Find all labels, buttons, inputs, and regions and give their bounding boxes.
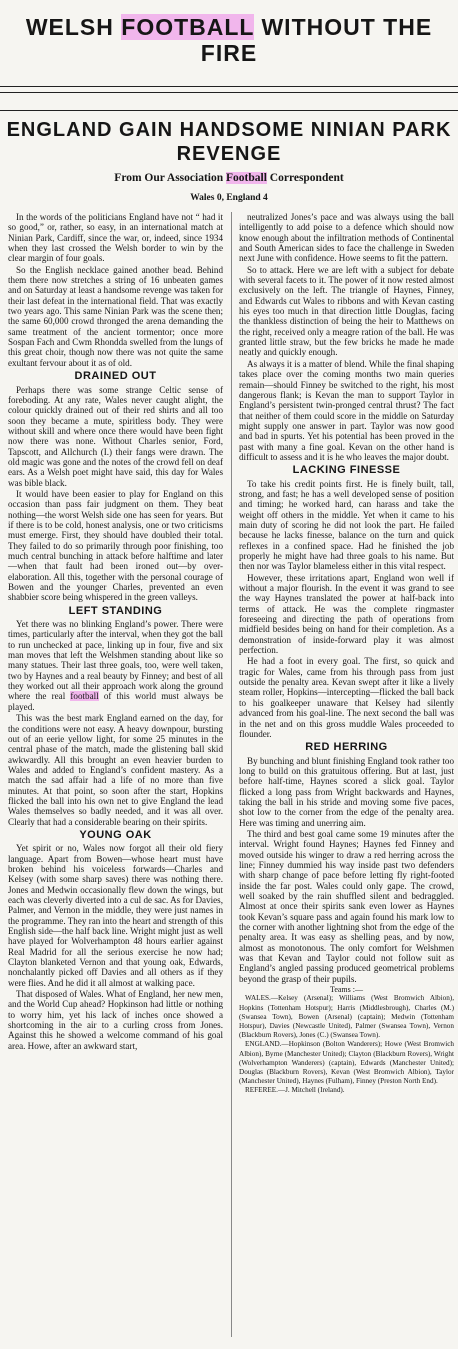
paragraph: The third and best goal came some 19 minutes after the interval. Wright found Haynes; Haynes fed Finney and moved outside his winger to draw a red herring across the line; Finney dummied his way inside past two defenders with sharp change of pace before letting fly right-footed inside the far post. Wales could only gape. The crowd, well soaked by the rain shuffled silent and bedraggled. Almost at once their spirits sank even lower as Haynes took Kevan’s square pass and again found his mark low to the corner with another lightning shot from the edge of the penalty area. It was easy as shelling peas, and by now, almost as monotonous. The only comfort for Welshmen was that Kevan and Taylor could not follow suit as England’s angled passing produced geometrical problems beyond the grasp of their pupils.	[239, 828, 454, 984]
paragraph: As always it is a matter of blend. While the final shaping takes place over the coming months two main queries remain—should Finney be switched to the right, his most dangerous flank; is Kevan the man to support Taylor in England’s persistent twin-pronged central thrust? The fact that neither of them could score in the middle on Saturday might supply one answer in part. Taylor was now good and bad in spurts. Yet his potential has been proved in the past with many a fine goal. Kevan on the other hand is difficult to assess and it is he who leaves the major doubt.	[239, 358, 454, 462]
headline-pre: WELSH	[25, 14, 122, 40]
byline-highlight: Football	[226, 172, 267, 184]
subheadline: ENGLAND GAIN HANDSOME NINIAN PARK REVENGE	[6, 119, 452, 165]
byline-post: Correspondent	[266, 172, 344, 184]
paragraph: So the English necklace gained another bead. Behind them there now stretches a string of 16 unbeaten games and on Saturday at least a handsome revenge was taken for their last defeat in the international field. That was exactly two years ago. This same Ninian Park was the scene then; the same 60,000 crowd thronged the arena demanding the same treatment of the ancient tormentor; once more Sospan Fach and Cwm Rhondda swelled from the lungs of this great choir, though now there was not quite the same exultant fervour about it as of old.	[8, 264, 223, 368]
subheading: DRAINED OUT	[74, 370, 157, 383]
paragraph: neutralized Jones’s pace and was always using the ball intelligently to add poise to a defence which should now know enough about the infiltration methods of Continental and South American sides to face the challenge in Sweden next June with confidence. Howe seems to fit the pattern.	[239, 212, 454, 264]
teams-heading: Teams :—	[330, 985, 363, 995]
team-england: ENGLAND.—Hopkinson (Bolton Wanderers); Howe (West Bromwich Albion), Byrne (Manchester United); Clayton (Blackburn Rovers), Wright (Wolverhampton Wanderers) (captain), Edwards (Manchester United); Douglas (Blackburn Rovers), Kevan (West Bromwich Albion), Taylor (Manchester United), Haynes (Fulham), Finney (Preston North End).	[239, 1040, 454, 1086]
paragraph: This was the best mark England earned on the day, for the conditions were not easy. A heavy downpour, bursting out of an eerie yellow light, for some 25 minutes in the central phase of the match, made the glistening ball skid awkwardly. All this brought an even heavier burden to Wales and added to England’s confident mastery. As a match the sad affair had a life of no more than five minutes. At that point, so soon after the start, Hopkins flicked the ball into his own net to give England the lead Wales themselves so badly needed, and it was all over. Clearly that had a considerable bearing on their spirits.	[8, 713, 223, 827]
paragraph-text: of this world must always be played.	[8, 691, 223, 712]
subheading: RED HERRING	[305, 741, 388, 754]
subheading: LACKING FINESSE	[292, 464, 401, 477]
subheading: YOUNG OAK	[79, 828, 152, 841]
paragraph: However, these irritations apart, England won well if without a major flourish. In the event it was grand to see the way Haynes translated the power at half-back into terms of attack. He was the complete ringmaster foreseeing and directing the path of operations from midfield besides being on hand for their completion. As a demonstration of inside-forward play it was almost perfection.	[239, 572, 454, 656]
headline	[0, 14, 458, 66]
score-line: Wales 0, England 4	[190, 193, 268, 203]
headline-post: WITHOUT THE FIRE	[200, 14, 433, 66]
column-right	[239, 212, 454, 1096]
paragraph-text: Yet there was no blinking England’s power. There were times, particularly after the interval, when they got the ball to run unchecked at pace, linking up in four, five and six man moves that left the Welshmen standing about like so many statues. Their last three goals, too, were well taken, two by Haynes and a real beauty by Finney; and best of all they worked out all their approach work along the ground where the real	[8, 619, 223, 702]
headline-highlight: FOOTBALL	[121, 14, 255, 40]
column-left	[8, 212, 223, 1052]
paragraph: Yet spirit or no, Wales now forgot all their old fiery language. Apart from Bowen—whose heart must have broken behind his voiceless forwards—Charles and Kelsey (with some sharp saves) there was nothing there. Jones and Medwin occasionally flew down the wings, but each was cleverly diverted into a cul de sac. As for Davies, Palmer, and Vernon in the middle, they were just names in the programme. They ran into the heart and strength of this English side—the half back line. Wright might just as well have played for Wolverhampton 48 hours earlier against Real Madrid for all the serious exercise he now had; Clayton blanketed Vernon and that young oak, Edwards, nonchalantly picked off Davies and all others as if they were flies. And he did it all almost at walking pace.	[8, 843, 223, 988]
paragraph: By bunching and blunt finishing England took rather too long to build on this gratuitous offering. But at last, just before half-time, Haynes scored a slick goal. Taylor flicked a long pass from Wright backwards and Haynes, taking the ball in his stride and moving some five paces, shot low to the corner from the edge of the penalty area. Here was timing and unerring aim.	[239, 755, 454, 828]
paragraph	[8, 619, 223, 712]
paragraph: Perhaps there was some strange Celtic sense of foreboding. At any rate, Wales never caught alight, the colour quickly drained out of their red shirts and all too soon they became a mute, spiritless body. They were without skill and where once there would have been fight now there was none. Without Charles senior, Ford, Tapscott, and Allchurch (I.) their fangs were drawn. The old magic was gone and the notes of the crowd fell on deaf ears. As a Welsh poet might have said, this day for Wales was bible black.	[8, 384, 223, 488]
column-divider	[231, 212, 232, 1337]
subheading: LEFT STANDING	[68, 604, 163, 617]
teams-block	[239, 985, 454, 1095]
byline-pre: From Our Association	[114, 172, 227, 184]
referee: REFEREE.—J. Mitchell (Ireland).	[245, 1086, 345, 1095]
paragraph: In the words of the politicians England have not “ had it so good,” or, rather, so easy, in an international match at Ninian Park, Cardiff, since the war, or, indeed, since 1934 when they last crossed the Welsh border to win by the clear margin of four goals.	[8, 212, 223, 264]
rule-top	[0, 86, 458, 87]
byline	[0, 172, 458, 184]
highlighted-word: football	[70, 691, 99, 702]
paragraph: It would have been easier to play for England on this occasion than pass fair judgment on them. They beat nothing—the worst Welsh side one has seen for years. But if there is to be cold, honest analysis, one or two criticisms must emerge. First, they should have doubled their total. They failed to do so primarily through poor finishing, too much central bunching in attack before halftime and later—when that fault had been ironed out—by over-elaboration. All this, together with the personal courage of Bowen and the younger Charles, prevented an even shabbier score being whispered in the green valleys.	[8, 488, 223, 603]
paragraph: To take his credit points first. He is finely built, tall, strong, and fast; he has a well developed sense of position and timing; he worked hard, can harass and take the weight off others in the middle. Yet when it came to his main duty of scoring he did not look the part. He failed because he lacks finesse, balance on the turn and quick reflexes in a confined space. Had he finished the job properly he might have had three goals to his name. But then nor was Taylor blameless either in this vital respect.	[239, 478, 454, 572]
paragraph: So to attack. Here we are left with a subject for debate with several facets to it. The power of it now rested almost exclusively on the left. The triangle of Haynes, Finney, and Edwards cut Wales to ribbons and with Kevan casting his eyes too much in that direction little Douglas, facing the thankless distinction of being the heir to Matthews on the right, received only a meagre ration of the ball. He was granted little straw, but the few bricks he made he made neatly and quickly enough.	[239, 264, 454, 358]
paragraph: He had a foot in every goal. The first, so quick and tragic for Wales, came from his through pass from just outside the penalty area. Kevan swept after it like a lively steam roller, Hopkins—intercepting—flicked the ball back to his goalkeeper unaware that Kelsey had silently advanced from his goal-line. The next second the ball was in the net and on this gross muddle Wales proceeded to flounder.	[239, 656, 454, 739]
rule-mid	[0, 110, 458, 111]
rule-top-2	[0, 92, 458, 93]
paragraph: That disposed of Wales. What of England, her new men, and the World Cup ahead? Hopkinson had little or nothing to worry him, yet his lack of inches once showed a shortcoming in the air to a curling cross from Jones. Against this he showed a welcome command of his goal area. Howe, after an awkward start,	[8, 989, 223, 1051]
team-wales: WALES.—Kelsey (Arsenal); Williams (West Bromwich Albion), Hopkins (Tottenham Hotspur); Harris (Middlesbrough), Charles (M.) (Swansea Town), Bowen (Arsenal) (captain); Medwin (Tottenham Hotspur), Davies (Newcastle United), Palmer (Swansea Town), Vernon (Blackburn Rovers), Jones (C.) (Swansea Town).	[239, 994, 454, 1040]
